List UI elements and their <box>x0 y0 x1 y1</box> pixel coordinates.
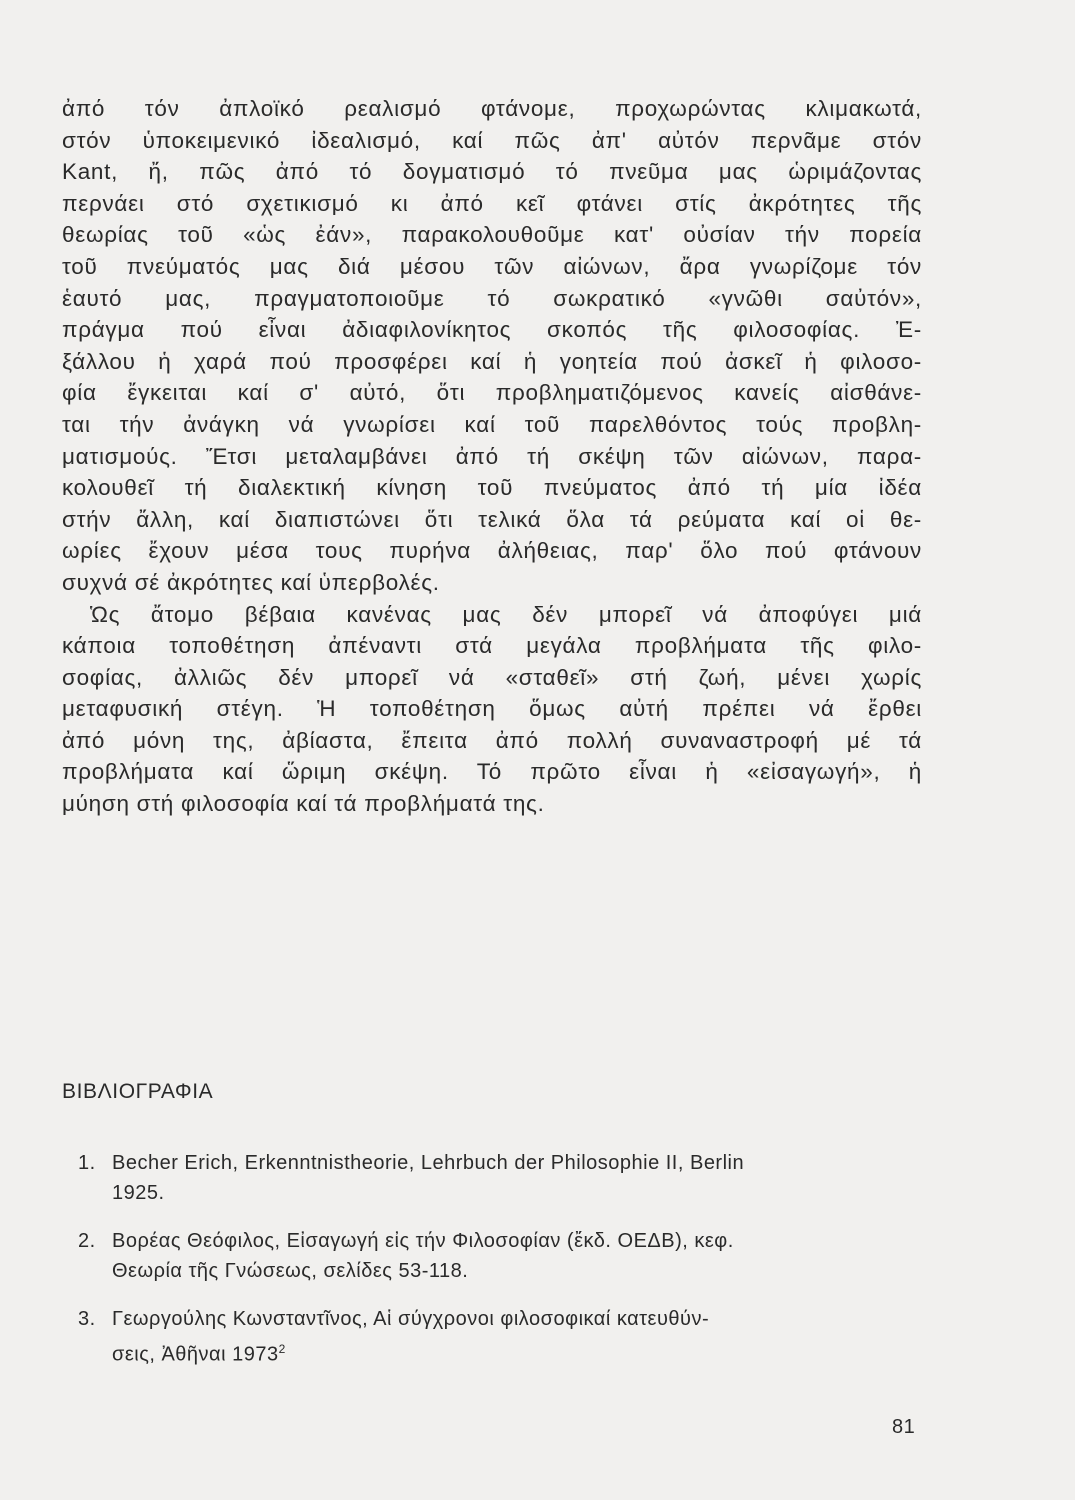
text-line: στόν ὑποκειμενικό ἰδεαλισμό, καί πῶς ἀπ' αὐτόν περνᾶμε στόν <box>62 127 922 153</box>
item-text-continued <box>78 1334 940 1370</box>
text-line: προβλήματα καί ὥριμη σκέψη. Τό πρῶτο εἶναι ἡ «εἰσαγωγή», ἡ <box>62 759 922 785</box>
text-line: ξάλλου ἡ χαρά πού προσφέρει καί ἡ γοητεία πού ἀσκεῖ ἡ φιλοσο- <box>62 348 922 374</box>
bibliography-line <box>78 1148 940 1178</box>
item-number: 3. <box>78 1308 96 1330</box>
item-text-tail: σεις, Ἀθῆναι 1973 <box>112 1343 279 1366</box>
bibliography-line <box>78 1226 940 1256</box>
bibliography-line <box>78 1304 940 1334</box>
text-line: ωρίες ἔχουν μέσα τους πυρήνα ἀλήθειας, παρ' ὅλο πού φτάνουν <box>62 538 922 564</box>
item-text-continued: Θεωρία τῆς Γνώσεως, σελίδες 53-118. <box>112 1260 469 1282</box>
item-text-continued: 1925. <box>112 1182 165 1204</box>
text-line: ἀπό μόνη της, ἀβίαστα, ἔπειτα ἀπό πολλή συναναστροφή μέ τά <box>62 727 922 753</box>
text-line: ματισμούς. Ἔτσι μεταλαμβάνει ἀπό τή σκέψη τῶν αἰώνων, παρα- <box>62 443 922 469</box>
text-line: τοῦ πνεύματός μας διά μέσου τῶν αἰώνων, ἄρα γνωρίζομε τόν <box>62 253 922 279</box>
edition-superscript: 2 <box>278 1342 286 1356</box>
text-line: μεταφυσική στέγη. Ἡ τοποθέτηση ὅμως αὐτή πρέπει νά ἔρθει <box>62 696 922 722</box>
item-text: Becher Erich, Erkenntnistheorie, Lehrbuch der Philosophie II, Berlin <box>112 1152 745 1174</box>
bibliography-item <box>78 1148 940 1208</box>
text-line: θεωρίας τοῦ «ὡς ἐάν», παρακολουθοῦμε κατ' οὐσίαν τήν πορεία <box>62 222 922 248</box>
text-line: ται τήν ἀνάγκη νά γνωρίσει καί τοῦ παρελθόντος τούς προβλη- <box>62 411 922 437</box>
text-line: ἀπό τόν ἀπλοϊκό ρεαλισμό φτάνομε, προχωρώντας κλιμακωτά, <box>62 96 922 121</box>
text-line: ἑαυτό μας, πραγματοποιοῦμε τό σωκρατικό «γνῶθι σαὐτόν», <box>62 285 922 311</box>
text-line: Ὡς ἄτομο βέβαια κανένας μας δέν μπορεῖ νά ἀποφύγει μιά <box>90 601 922 627</box>
item-text: Γεωργούλης Κωνσταντῖνος, Αἱ σύγχρονοι φιλοσοφικαί κατευθύν- <box>112 1308 710 1330</box>
bibliography-item <box>78 1226 940 1286</box>
text-line: περνάει στό σχετικισμό κι ἀπό κεῖ φτάνει στίς ἀκρότητες τῆς <box>62 190 922 216</box>
text-line: στήν ἄλλη, καί διαπιστώνει ὅτι τελικά ὅλα τά ρεύματα καί οἱ θε- <box>62 506 922 532</box>
page-number: 81 <box>892 1416 916 1438</box>
bibliography-item <box>78 1304 940 1370</box>
bibliography-list <box>78 1148 940 1388</box>
text-line: φία ἔγκειται καί σ' αὐτό, ὅτι προβληματιζόμενος κανείς αἰσθάνε- <box>62 380 922 406</box>
item-number: 2. <box>78 1230 96 1252</box>
text-line: Kant, ἤ, πῶς ἀπό τό δογματισμό τό πνεῦμα μας ὡριμάζοντας <box>62 159 922 185</box>
body-text <box>62 93 922 820</box>
text-line: πράγμα πού εἶναι ἀδιαφιλονίκητος σκοπός τῆς φιλοσοφίας. Ἐ- <box>62 317 922 343</box>
text-line: κάποια τοποθέτηση ἀπέναντι στά μεγάλα προβλήματα τῆς φιλο- <box>62 633 922 659</box>
item-text: Βορέας Θεόφιλος, Εἰσαγωγή εἰς τήν Φιλοσοφίαν (ἔκδ. ΟΕΔΒ), κεφ. <box>112 1230 734 1252</box>
text-line: σοφίας, ἀλλιῶς δέν μπορεῖ νά «σταθεῖ» στή ζωή, μένει χωρίς <box>62 664 922 690</box>
bibliography-heading: ΒΙΒΛΙΟΓΡΑΦΙΑ <box>62 1080 214 1103</box>
item-number: 1. <box>78 1152 96 1174</box>
text-line: κολουθεῖ τή διαλεκτική κίνηση τοῦ πνεύματος ἀπό τή μία ἰδέα <box>62 475 922 501</box>
text-line: μύηση στή φιλοσοφία καί τά προβλήματά της. <box>62 791 545 817</box>
text-line: συχνά σέ ἀκρότητες καί ὑπερβολές. <box>62 569 440 595</box>
